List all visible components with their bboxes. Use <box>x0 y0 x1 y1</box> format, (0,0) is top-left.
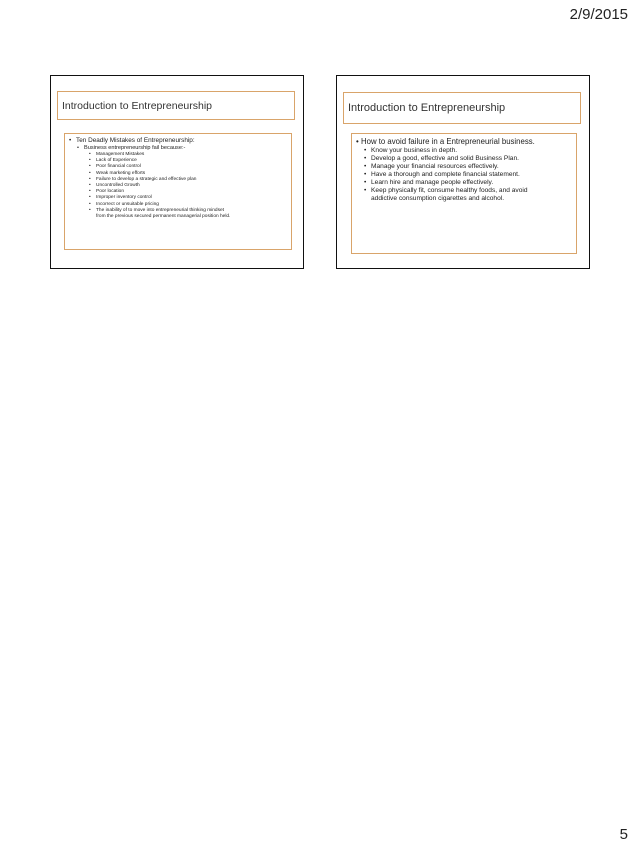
bullet-icon: • <box>89 176 91 182</box>
slide-thumbnail-2 <box>336 75 590 269</box>
bullet-icon: • <box>364 154 367 162</box>
slide-body <box>64 133 292 250</box>
bullet-icon: • <box>89 189 91 195</box>
list-item-text: The inability of to move into entrepreneurial thinking mindset <box>96 207 224 213</box>
bullet-icon: • <box>69 137 72 144</box>
bullet-icon: • <box>364 162 367 170</box>
list-item-text: Keep physically fit, consume healthy foods, and avoid <box>371 186 528 194</box>
list-item-text: Manage your financial resources effectively. <box>371 162 499 170</box>
list-item <box>356 171 572 179</box>
list-item-text: Develop a good, effective and solid Business Plan. <box>371 154 519 162</box>
bullet-icon: • <box>77 145 79 151</box>
bullet-heading <box>356 137 572 147</box>
list-item-text: from the previous secured permanent managerial position held. <box>96 214 231 220</box>
list-item-text: Know your business in depth. <box>371 146 458 154</box>
bullet-text: Ten Deadly Mistakes of Entrepreneurship: <box>76 137 195 144</box>
bullet-text: How to avoid failure in a Entrepreneurial business. <box>361 137 535 146</box>
list-item <box>356 155 572 163</box>
list-item <box>356 163 572 171</box>
list-item-text: Weak marketing efforts <box>96 170 146 176</box>
list-item-text: Improper inventory control <box>96 195 152 201</box>
slide-title: Introduction to Entrepreneurship <box>57 91 295 120</box>
bullet-icon: • <box>364 170 367 178</box>
page-number: 5 <box>619 826 628 843</box>
bullet-icon: • <box>89 183 91 189</box>
slide-thumbnail-1 <box>50 75 304 269</box>
list-item-text: addictive consumption cigarettes and alcohol. <box>371 194 505 202</box>
bullet-text: Business entrepreneurship fail because:- <box>84 145 186 151</box>
bullet-icon: • <box>89 207 91 213</box>
list-item-text: Learn hire and manage people effectively. <box>371 178 494 186</box>
bullet-heading <box>69 137 287 145</box>
slide-title: Introduction to Entrepreneurship <box>343 92 581 124</box>
list-item-text: Poor financial control <box>96 164 141 170</box>
bullet-icon: • <box>364 186 367 194</box>
list-item-text: Management Mistakes <box>96 152 145 157</box>
bullet-icon: • <box>89 201 91 207</box>
list-item-text: Poor location <box>96 189 124 195</box>
bullet-icon: • <box>89 164 91 170</box>
bullet-icon: • <box>89 152 91 157</box>
list-item <box>356 187 572 195</box>
page-date: 2/9/2015 <box>569 6 628 23</box>
bullet-icon: • <box>364 178 367 186</box>
list-item-text: Failure to develop a strategic and effective plan <box>96 176 197 182</box>
bullet-icon: • <box>89 195 91 201</box>
bullet-icon: • <box>356 137 359 146</box>
list-item-continuation <box>356 195 572 203</box>
bullet-icon: • <box>364 146 367 154</box>
list-item-text: Have a thorough and complete financial statement. <box>371 170 520 178</box>
bullet-icon: • <box>89 170 91 176</box>
list-item-text: Uncontrolled Growth <box>96 183 140 189</box>
bullet-icon: • <box>89 158 91 164</box>
list-item <box>356 179 572 187</box>
list-item <box>356 147 572 155</box>
bullet-subheading <box>69 145 287 152</box>
list-item-continuation <box>69 214 287 220</box>
slide-body <box>351 133 577 254</box>
list-item-text: Lack of Experience <box>96 158 137 164</box>
list-item-text: Incorrect or unsuitable pricing <box>96 201 159 207</box>
